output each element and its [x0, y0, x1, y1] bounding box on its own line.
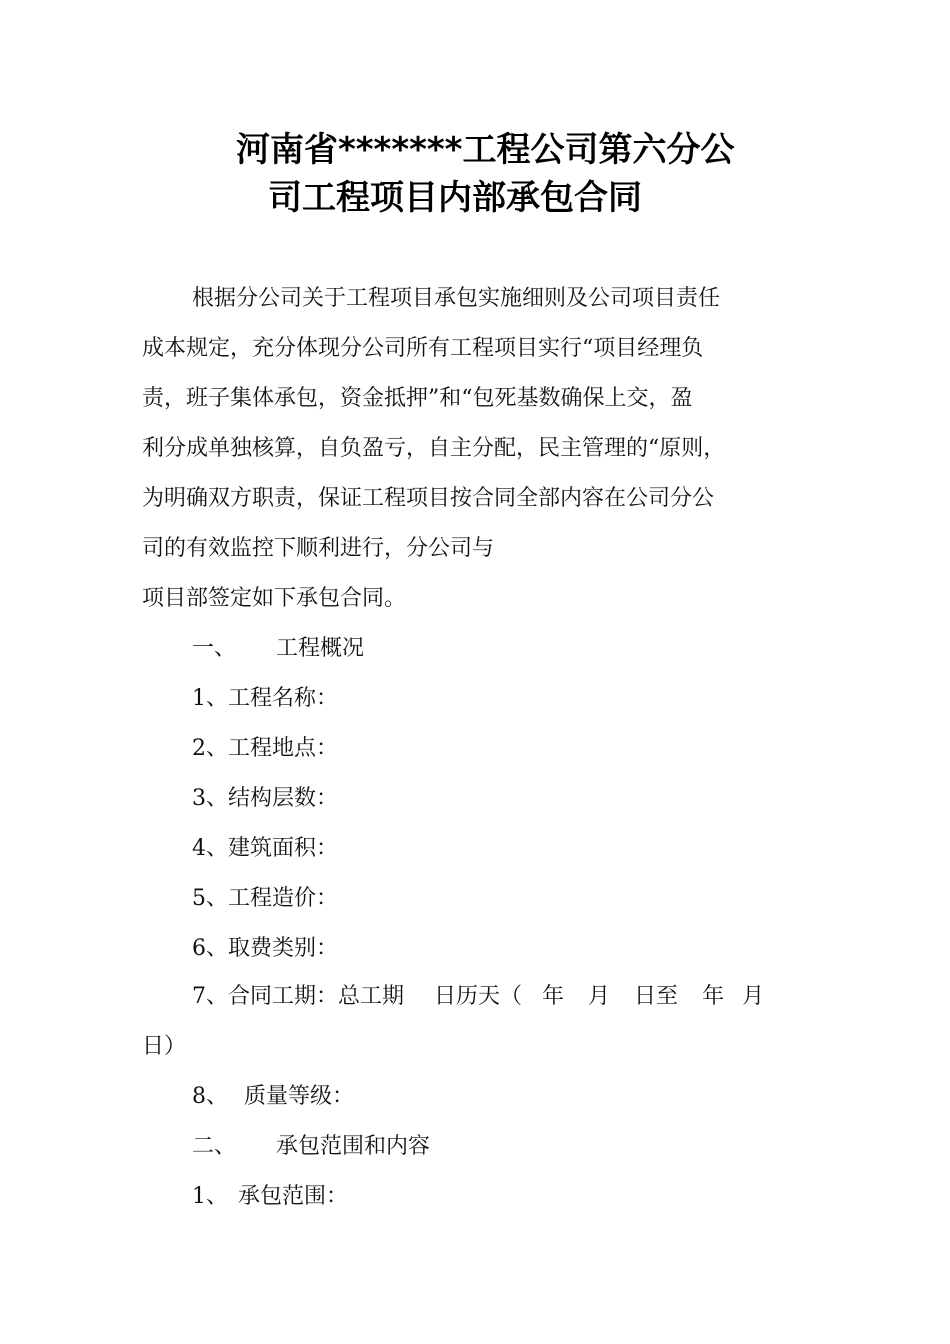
intro-line-3: 责，班子集体承包，资金抵押”和“包死基数确保上交，盈 — [142, 386, 693, 411]
section-2-item-1-label: 承包范围： — [238, 1184, 349, 1209]
section-1-item-2: 2、工程地点： — [192, 736, 338, 761]
intro-line-7: 项目部签定如下承包合同。 — [142, 586, 407, 611]
section-1-item-8 — [192, 1082, 354, 1112]
document-title-line-2: 司工程项目内部承包合同 — [268, 178, 642, 218]
section-2-title: 承包范围和内容 — [276, 1134, 431, 1159]
section-1-item-3: 3、结构层数： — [192, 786, 338, 811]
section-1-item-4: 4、建筑面积： — [192, 836, 338, 861]
document-title-line-1: 河南省*******工程公司第六分公 — [236, 130, 735, 170]
section-1-item-5: 5、工程造价： — [192, 886, 338, 911]
section-1-number: 一、 — [192, 636, 237, 661]
item-7-year-start: 年 — [542, 984, 565, 1009]
section-1-item-7 — [192, 982, 764, 1012]
section-2-number: 二、 — [192, 1134, 237, 1159]
item-7-label: 7、合同工期：总工期 — [192, 984, 404, 1009]
item-7-day-start: 日至 — [634, 984, 679, 1009]
intro-line-5: 为明确双方职责，保证工程项目按合同全部内容在公司分公 — [142, 486, 715, 511]
intro-line-1: 根据分公司关于工程项目承包实施细则及公司项目责任 — [192, 286, 721, 311]
section-2-heading — [192, 1132, 430, 1162]
item-7-days: 日历天（ — [434, 984, 523, 1009]
section-1-item-1: 1、工程名称： — [192, 686, 338, 711]
section-1-title: 工程概况 — [276, 636, 365, 661]
section-2-item-1-number: 1、 — [192, 1184, 228, 1209]
item-7-continuation: 日） — [142, 1034, 187, 1059]
item-7-month-end: 月 — [742, 984, 765, 1009]
item-7-year-end: 年 — [702, 984, 725, 1009]
section-1-heading — [192, 634, 364, 664]
section-2-item-1 — [192, 1182, 348, 1212]
item-8-number: 8、 — [192, 1084, 228, 1109]
item-7-month-start: 月 — [588, 984, 611, 1009]
section-1-item-6: 6、取费类别： — [192, 936, 338, 961]
intro-line-6: 司的有效监控下顺利进行，分公司与 — [142, 536, 495, 561]
intro-line-4: 利分成单独核算，自负盈亏，自主分配，民主管理的“原则， — [142, 436, 726, 461]
item-8-label: 质量等级： — [244, 1084, 355, 1109]
intro-line-2: 成本规定，充分体现分公司所有工程项目实行“项目经理负 — [142, 336, 704, 361]
